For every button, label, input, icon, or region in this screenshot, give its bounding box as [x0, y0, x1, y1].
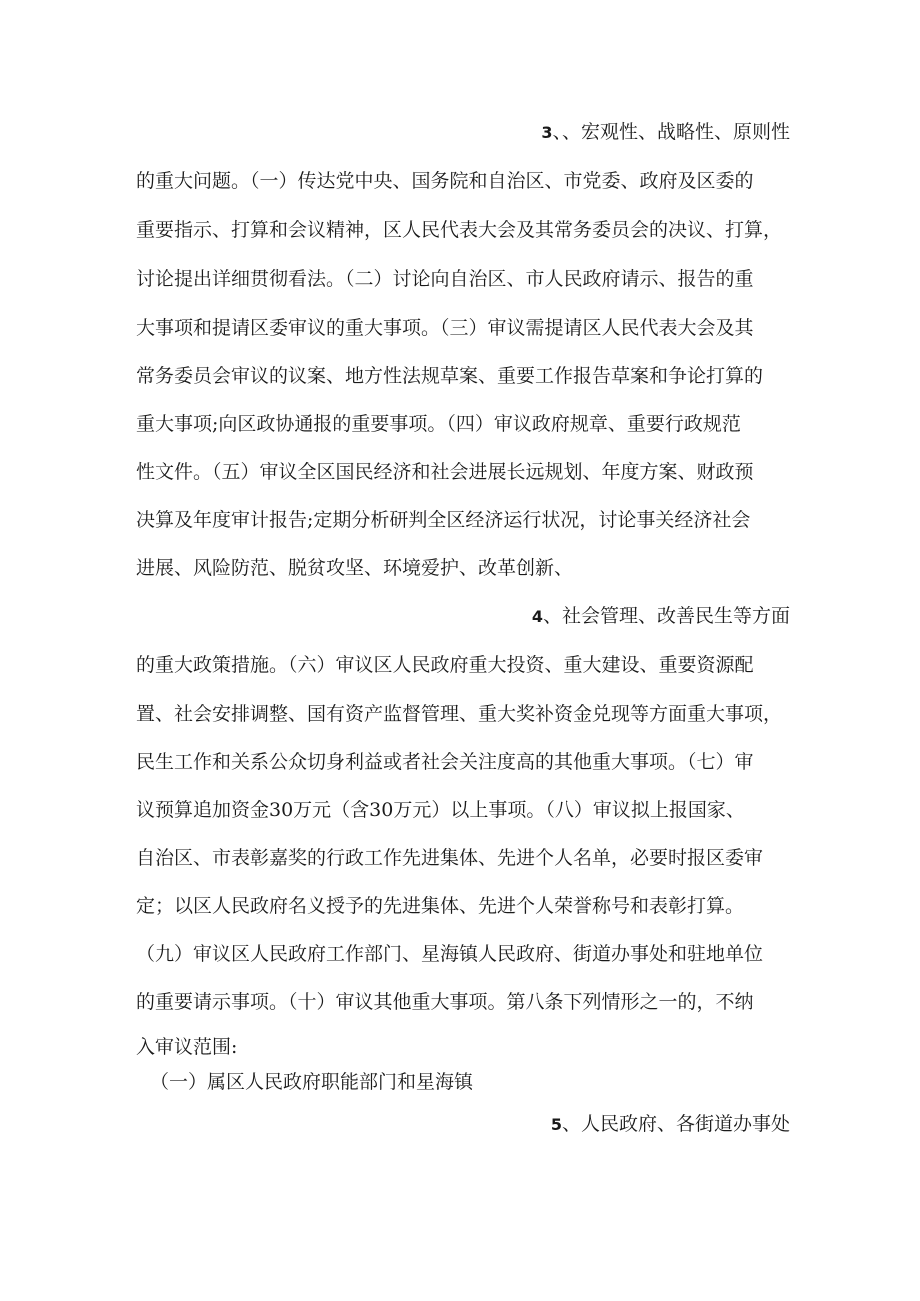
heading-number: 3	[541, 123, 553, 142]
text-line: 置、社会安排调整、国有资产监督管理、重大奖补资金兑现等方面重大事项，	[136, 703, 783, 725]
text-line: 决算及年度审计报告;定期分析研判全区经济运行状况，讨论事关经济社会	[136, 509, 751, 531]
text-line: （九）审议区人民政府工作部门、星海镇人民政府、街道办事处和驻地单位	[136, 943, 764, 965]
text-line: 入审议范围:	[136, 1036, 238, 1058]
text-line: 常务委员会审议的议案、地方性法规草案、重要工作报告草案和争论打算的	[136, 365, 764, 387]
text-line: 的重要请示事项。（十）审议其他重大事项。第八条下列情形之一的，不纳	[136, 991, 754, 1013]
text-line: 的重大政策措施。（六）审议区人民政府重大投资、重大建设、重要资源配	[136, 654, 754, 676]
heading-number: 5	[550, 1115, 562, 1134]
heading-text: 、、宏观性、战略性、原则性	[552, 121, 790, 143]
text-line: 性文件。（五）审议全区国民经济和社会进展长远规划、年度方案、财政预	[136, 461, 754, 483]
text-line: 重要指示、打算和会议精神，区人民代表大会及其常务委员会的决议、打算，	[136, 219, 783, 241]
text-line: 讨论提出详细贯彻看法。（二）讨论向自治区、市人民政府请示、报告的重	[136, 268, 754, 290]
heading-text: 、人民政府、各街道办事处	[561, 1113, 790, 1135]
text-line: 定；以区人民政府名义授予的先进集体、先进个人荣誉称号和表彰打算。	[136, 895, 745, 917]
text-line: 的重大问题。（一）传达党中央、国务院和自治区、市党委、政府及区委的	[136, 170, 754, 192]
text-line: 重大事项;向区政协通报的重要事项。（四）审议政府规章、重要行政规范	[136, 413, 741, 435]
text-line: 进展、风险防范、脱贫攻坚、环境爱护、改革创新、	[136, 557, 574, 579]
heading-number: 4	[531, 607, 543, 626]
text-line: 民生工作和关系公众切身利益或者社会关注度高的其他重大事项。（七）审	[136, 751, 754, 773]
indented-line: （一）属区人民政府职能部门和星海镇	[150, 1071, 474, 1093]
text-line: 议预算追加资金30万元（含30万元）以上事项。（八）审议拟上报国家、	[136, 799, 745, 821]
text-line: 自治区、市表彰嘉奖的行政工作先进集体、先进个人名单，必要时报区委审	[136, 847, 764, 869]
heading-line-3	[136, 118, 790, 146]
heading-text: 、社会管理、改善民生等方面	[542, 605, 790, 627]
heading-line-5	[136, 1110, 790, 1138]
heading-line-4	[136, 602, 790, 630]
text-line: 大事项和提请区委审议的重大事项。（三）审议需提请区人民代表大会及其	[136, 317, 754, 339]
